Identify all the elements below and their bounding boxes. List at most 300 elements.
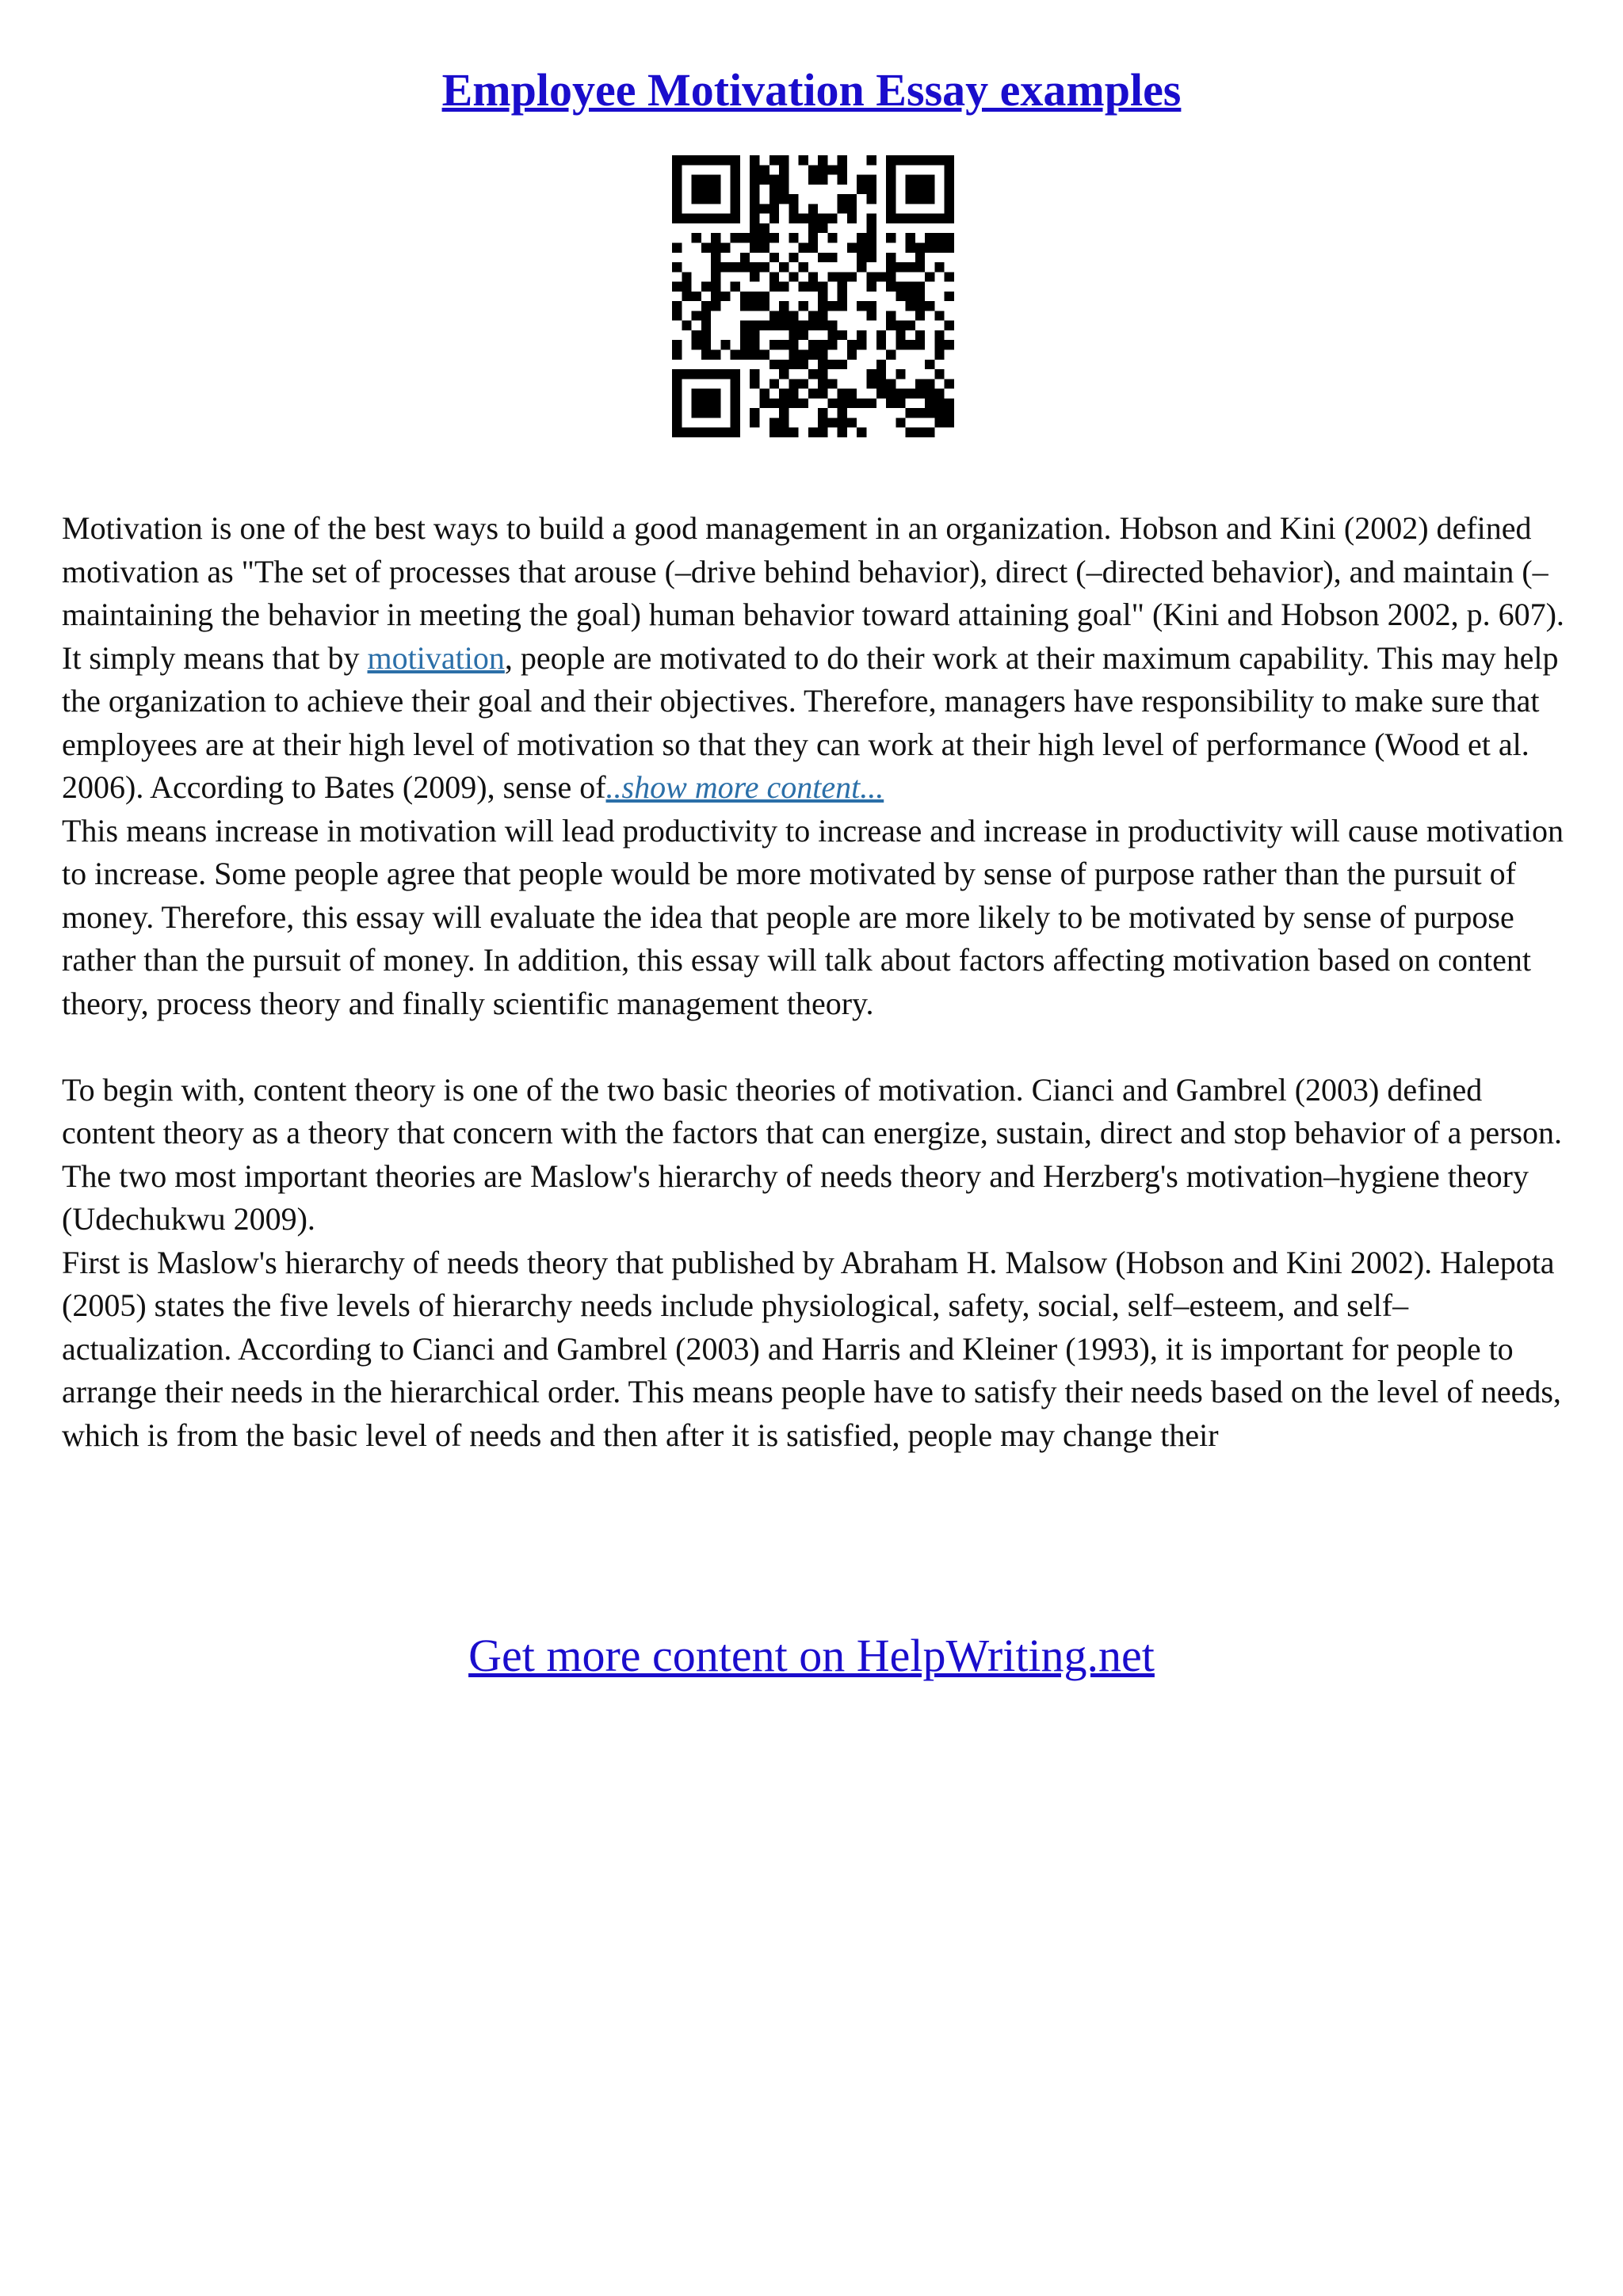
qr-module	[867, 301, 876, 311]
paragraph-4: First is Maslow's hierarchy of needs theory that published by Abraham H. Malsow (Hobson and Kini 2002). Halepota (2005) states the five levels of hierarchy needs include physiological, safety, social, self–esteem, and self–actualization. According to Cianci and Gambrel (2003) and Harris and Kleiner (1993), it is important for people to arrange their needs in the hierarchical order. This means people have to satisfy their needs based on the level of needs, which is from the basic level of needs and then after it is satisfied, people may change their	[62, 1244, 1561, 1453]
qr-module	[827, 340, 837, 349]
qr-module	[740, 321, 750, 330]
qr-module	[827, 272, 837, 281]
qr-module	[769, 418, 779, 427]
qr-module	[808, 175, 818, 185]
qr-module	[934, 350, 944, 360]
qr-module	[692, 340, 701, 349]
qr-module	[886, 194, 896, 204]
qr-module	[682, 155, 691, 165]
qr-module	[838, 272, 847, 281]
qr-module	[701, 282, 711, 292]
qr-module	[847, 214, 857, 223]
qr-module	[711, 389, 720, 399]
qr-module	[915, 311, 925, 320]
qr-module	[740, 340, 750, 349]
qr-module	[906, 194, 915, 204]
qr-module	[750, 242, 759, 252]
qr-module	[731, 369, 740, 379]
qr-module	[838, 155, 847, 165]
qr-module	[799, 262, 808, 272]
qr-module	[731, 165, 740, 174]
qr-module	[906, 389, 915, 399]
qr-module	[934, 408, 944, 418]
qr-module	[672, 165, 682, 174]
qr-module	[818, 301, 827, 311]
qr-module	[759, 350, 769, 360]
qr-module	[779, 321, 789, 330]
qr-module	[827, 301, 837, 311]
qr-module	[818, 311, 827, 320]
qr-module	[740, 330, 750, 340]
qr-module	[818, 282, 827, 292]
qr-module	[896, 321, 905, 330]
qr-module	[672, 369, 682, 379]
qr-module	[945, 155, 954, 165]
qr-module	[720, 214, 730, 223]
qr-module	[808, 350, 818, 360]
qr-module	[672, 399, 682, 408]
qr-module	[925, 175, 934, 185]
qr-module	[672, 282, 682, 292]
qr-module	[896, 214, 905, 223]
qr-module	[838, 360, 847, 369]
qr-module	[711, 369, 720, 379]
qr-module	[731, 204, 740, 213]
qr-module	[827, 233, 837, 242]
qr-module	[945, 399, 954, 408]
qr-module	[876, 330, 886, 340]
qr-module	[945, 233, 954, 242]
qr-module	[692, 155, 701, 165]
qr-module	[876, 369, 886, 379]
qr-module	[789, 311, 798, 320]
qr-module	[838, 175, 847, 185]
qr-module	[711, 282, 720, 292]
qr-module	[886, 389, 896, 399]
qr-module	[827, 399, 837, 408]
qr-module	[779, 418, 789, 427]
qr-module	[779, 175, 789, 185]
qr-module	[750, 379, 759, 388]
qr-module	[867, 223, 876, 233]
qr-module	[818, 292, 827, 301]
qr-module	[701, 214, 711, 223]
qr-module	[682, 272, 691, 281]
qr-module	[925, 214, 934, 223]
qr-module	[740, 262, 750, 272]
qr-module	[769, 399, 779, 408]
qr-module	[779, 165, 789, 174]
qr-module	[906, 292, 915, 301]
qr-module	[750, 272, 759, 281]
qr-module	[808, 321, 818, 330]
qr-module	[886, 165, 896, 174]
qr-module	[915, 253, 925, 262]
qr-module	[672, 155, 682, 165]
qr-module	[915, 301, 925, 311]
qr-module	[759, 389, 769, 399]
qr-module	[701, 175, 711, 185]
qr-module	[701, 340, 711, 349]
qr-module	[886, 311, 896, 320]
qr-module	[731, 350, 740, 360]
qr-module	[799, 399, 808, 408]
qr-module	[769, 175, 779, 185]
qr-module	[857, 253, 866, 262]
qr-module	[808, 311, 818, 320]
qr-module	[867, 194, 876, 204]
qr-module	[672, 204, 682, 213]
qr-module	[934, 369, 944, 379]
paragraph-1-text-a: Motivation is one of the best ways to build a good management in an organization. Hobson and Kini (2002) defined motivation as "The set of processes that arouse (–drive behind behavior), direct (–directed behavior), and maintain (–maintaining the behavior in meeting the goal) human behavior toward attaining goal" (Kini and Hobson 2002, p. 607). It simply means that by	[62, 510, 1564, 676]
qr-module	[818, 165, 827, 174]
qr-module	[731, 175, 740, 185]
qr-module	[945, 340, 954, 349]
qr-module	[769, 253, 779, 262]
qr-module	[818, 389, 827, 399]
qr-module	[838, 165, 847, 174]
qr-module	[799, 301, 808, 311]
qr-module	[779, 408, 789, 418]
qr-module	[925, 389, 934, 399]
qr-module	[720, 292, 730, 301]
qr-module	[896, 418, 905, 427]
qr-module	[838, 292, 847, 301]
qr-module	[896, 399, 905, 408]
qr-module	[925, 408, 934, 418]
qr-module	[789, 321, 798, 330]
qr-module	[682, 428, 691, 437]
qr-module	[886, 214, 896, 223]
qr-module	[731, 389, 740, 399]
qr-module	[867, 185, 876, 194]
qr-module	[711, 301, 720, 311]
qr-module	[731, 185, 740, 194]
qr-module	[759, 399, 769, 408]
qr-module	[750, 301, 759, 311]
qr-module	[934, 340, 944, 349]
qr-module	[945, 175, 954, 185]
qr-module	[692, 311, 701, 320]
qr-module	[789, 350, 798, 360]
qr-module	[915, 340, 925, 349]
qr-module	[672, 311, 682, 320]
qr-module	[925, 272, 934, 281]
qr-module	[827, 214, 837, 223]
qr-module	[915, 330, 925, 340]
qr-module	[759, 301, 769, 311]
qr-module	[818, 369, 827, 379]
qr-module	[886, 282, 896, 292]
qr-module	[838, 282, 847, 292]
qr-module	[915, 242, 925, 252]
qr-module	[740, 253, 750, 262]
qr-module	[896, 262, 905, 272]
qr-module	[945, 292, 954, 301]
qr-module	[759, 242, 769, 252]
qr-module	[711, 399, 720, 408]
qr-module	[847, 340, 857, 349]
qr-module	[934, 389, 944, 399]
qr-module	[808, 282, 818, 292]
qr-module	[769, 282, 779, 292]
qr-module	[906, 242, 915, 252]
qr-module	[672, 389, 682, 399]
qr-module	[682, 282, 691, 292]
qr-module	[779, 301, 789, 311]
qr-module	[945, 418, 954, 427]
qr-module	[925, 233, 934, 242]
qr-module	[779, 399, 789, 408]
qr-module	[945, 242, 954, 252]
qr-module	[818, 321, 827, 330]
qr-module	[799, 379, 808, 388]
qr-module	[799, 282, 808, 292]
qr-module	[857, 399, 866, 408]
qr-module	[906, 233, 915, 242]
qr-module	[886, 253, 896, 262]
qr-module	[808, 340, 818, 349]
qr-module	[838, 418, 847, 427]
qr-module	[818, 253, 827, 262]
paragraph-1-text-b: , people are motivated to do their work at their maximum capability. This may help the organization to achieve their goal and their objectives. Therefore, managers have responsibility to make sure that employees are at their high level of motivation so that they can work at their high level of performance (Wood et al. 2006). According to Bates (2009), sense of	[62, 639, 1559, 805]
qr-module	[906, 262, 915, 272]
qr-module	[750, 233, 759, 242]
qr-module	[779, 311, 789, 320]
qr-module	[808, 233, 818, 242]
qr-module	[740, 292, 750, 301]
qr-module	[808, 214, 818, 223]
qr-module	[769, 340, 779, 349]
qr-module	[915, 428, 925, 437]
qr-module	[915, 379, 925, 388]
qr-module	[838, 194, 847, 204]
qr-module	[915, 155, 925, 165]
qr-module	[769, 311, 779, 320]
qr-module	[672, 418, 682, 427]
qr-module	[769, 155, 779, 165]
qr-module	[847, 194, 857, 204]
qr-module	[711, 292, 720, 301]
qr-module	[731, 399, 740, 408]
qr-module	[934, 262, 944, 272]
qr-module	[857, 301, 866, 311]
qr-module	[847, 389, 857, 399]
qr-module	[750, 350, 759, 360]
qr-module	[789, 204, 798, 213]
qr-module	[896, 330, 905, 340]
qr-module	[720, 369, 730, 379]
paragraph-spacer	[62, 1025, 1568, 1069]
qr-module	[847, 418, 857, 427]
qr-module	[867, 399, 876, 408]
qr-module	[818, 379, 827, 388]
qr-module	[818, 350, 827, 360]
paragraph-3: To begin with, content theory is one of the two basic theories of motivation. Cianci and Gambrel (2003) defined content theory as a theory that concern with the factors that can energize, sustain, direct and stop behavior of a person. The two most important theories are Maslow's hierarchy of needs theory and Herzberg's motivation–hygiene theory (Udechukwu 2009).	[62, 1071, 1563, 1237]
qr-module	[818, 175, 827, 185]
qr-module	[945, 204, 954, 213]
qr-module	[701, 311, 711, 320]
qr-module	[925, 428, 934, 437]
qr-module	[711, 233, 720, 242]
qr-module	[731, 214, 740, 223]
qr-module	[711, 350, 720, 360]
qr-module	[857, 330, 866, 340]
qr-module	[711, 175, 720, 185]
qr-module	[731, 418, 740, 427]
qr-module	[682, 292, 691, 301]
qr-module	[779, 185, 789, 194]
qr-module	[808, 242, 818, 252]
title-link[interactable]: Employee Motivation Essay examples	[441, 64, 1182, 116]
qr-module	[906, 282, 915, 292]
page-title	[0, 59, 1623, 122]
qr-module	[925, 185, 934, 194]
qr-module	[915, 185, 925, 194]
motivation-link[interactable]: motivation	[367, 639, 505, 676]
qr-module	[896, 369, 905, 379]
qr-module	[759, 223, 769, 233]
qr-module	[692, 175, 701, 185]
qr-module	[672, 185, 682, 194]
qr-module	[827, 165, 837, 174]
qr-module	[886, 272, 896, 281]
qr-module	[876, 340, 886, 349]
qr-module	[682, 369, 691, 379]
qr-module	[759, 175, 769, 185]
qr-module	[711, 408, 720, 418]
qr-module	[818, 340, 827, 349]
qr-module	[896, 155, 905, 165]
qr-module	[750, 292, 759, 301]
qr-module	[692, 292, 701, 301]
qr-module	[925, 242, 934, 252]
qr-module	[711, 428, 720, 437]
qr-module	[789, 428, 798, 437]
qr-module	[731, 282, 740, 292]
qr-module	[886, 399, 896, 408]
qr-module	[692, 428, 701, 437]
qr-module	[672, 301, 682, 311]
qr-module	[808, 389, 818, 399]
footer-link[interactable]: Get more content on HelpWriting.net	[468, 1630, 1155, 1681]
qr-module	[857, 428, 866, 437]
qr-module	[915, 282, 925, 292]
qr-module	[799, 350, 808, 360]
qr-module	[672, 340, 682, 349]
qr-module	[945, 165, 954, 174]
qr-module	[934, 330, 944, 340]
qr-module	[886, 233, 896, 242]
qr-module	[692, 185, 701, 194]
qr-module	[711, 185, 720, 194]
qr-module	[731, 155, 740, 165]
qr-module	[720, 155, 730, 165]
qr-module	[906, 175, 915, 185]
qr-module	[789, 233, 798, 242]
qr-module	[789, 389, 798, 399]
qr-module	[711, 214, 720, 223]
qr-module	[701, 301, 711, 311]
qr-module	[925, 155, 934, 165]
qr-module	[731, 262, 740, 272]
qr-module	[906, 214, 915, 223]
qr-module	[750, 165, 759, 174]
qr-module	[906, 340, 915, 349]
qr-module	[934, 418, 944, 427]
qr-module	[692, 214, 701, 223]
qr-module	[692, 233, 701, 242]
qr-module	[906, 408, 915, 418]
qr-module	[886, 321, 896, 330]
qr-module	[867, 282, 876, 292]
qr-module	[779, 262, 789, 272]
qr-module	[789, 253, 798, 262]
qr-module	[915, 194, 925, 204]
qr-module	[857, 340, 866, 349]
qr-module	[818, 418, 827, 427]
show-more-link[interactable]: ..show more content...	[605, 769, 884, 805]
qr-module	[750, 214, 759, 223]
qr-module	[799, 242, 808, 252]
qr-module	[769, 428, 779, 437]
qr-module	[838, 330, 847, 340]
qr-module	[731, 194, 740, 204]
qr-module	[769, 379, 779, 388]
qr-module	[896, 340, 905, 349]
qr-module	[886, 350, 896, 360]
qr-module	[701, 155, 711, 165]
qr-module	[867, 233, 876, 242]
qr-module	[701, 369, 711, 379]
qr-module	[847, 399, 857, 408]
qr-module	[876, 379, 886, 388]
qr-module	[750, 185, 759, 194]
qr-module	[789, 330, 798, 340]
qr-module	[701, 242, 711, 252]
qr-module	[915, 175, 925, 185]
qr-module	[838, 389, 847, 399]
qr-module	[779, 194, 789, 204]
qr-module	[692, 399, 701, 408]
qr-module	[799, 155, 808, 165]
qr-module	[672, 408, 682, 418]
qr-module	[799, 330, 808, 340]
qr-module	[838, 399, 847, 408]
qr-module	[847, 350, 857, 360]
qr-module	[867, 253, 876, 262]
qr-module	[759, 233, 769, 242]
qr-module	[711, 155, 720, 165]
qr-module	[808, 204, 818, 213]
qr-module	[711, 272, 720, 281]
qr-module	[750, 408, 759, 418]
qr-module	[867, 242, 876, 252]
qr-module	[925, 360, 934, 369]
qr-module	[750, 175, 759, 185]
qr-module	[672, 379, 682, 388]
paragraph-2: This means increase in motivation will lead productivity to increase and increase in productivity will cause motivation to increase. Some people agree that people would be more motivated by sense of purpose rather than the pursuit of money. Therefore, this essay will evaluate the idea that people are more likely to be motivated by sense of purpose rather than the pursuit of money. In addition, this essay will talk about factors affecting motivation based on content theory, process theory and finally scientific management theory.	[62, 812, 1564, 1021]
qr-module	[701, 350, 711, 360]
qr-module	[867, 311, 876, 320]
qr-module	[672, 262, 682, 272]
qr-module	[915, 389, 925, 399]
qr-module	[750, 262, 759, 272]
qr-module	[779, 360, 789, 369]
qr-module	[876, 389, 886, 399]
qr-module	[925, 379, 934, 388]
